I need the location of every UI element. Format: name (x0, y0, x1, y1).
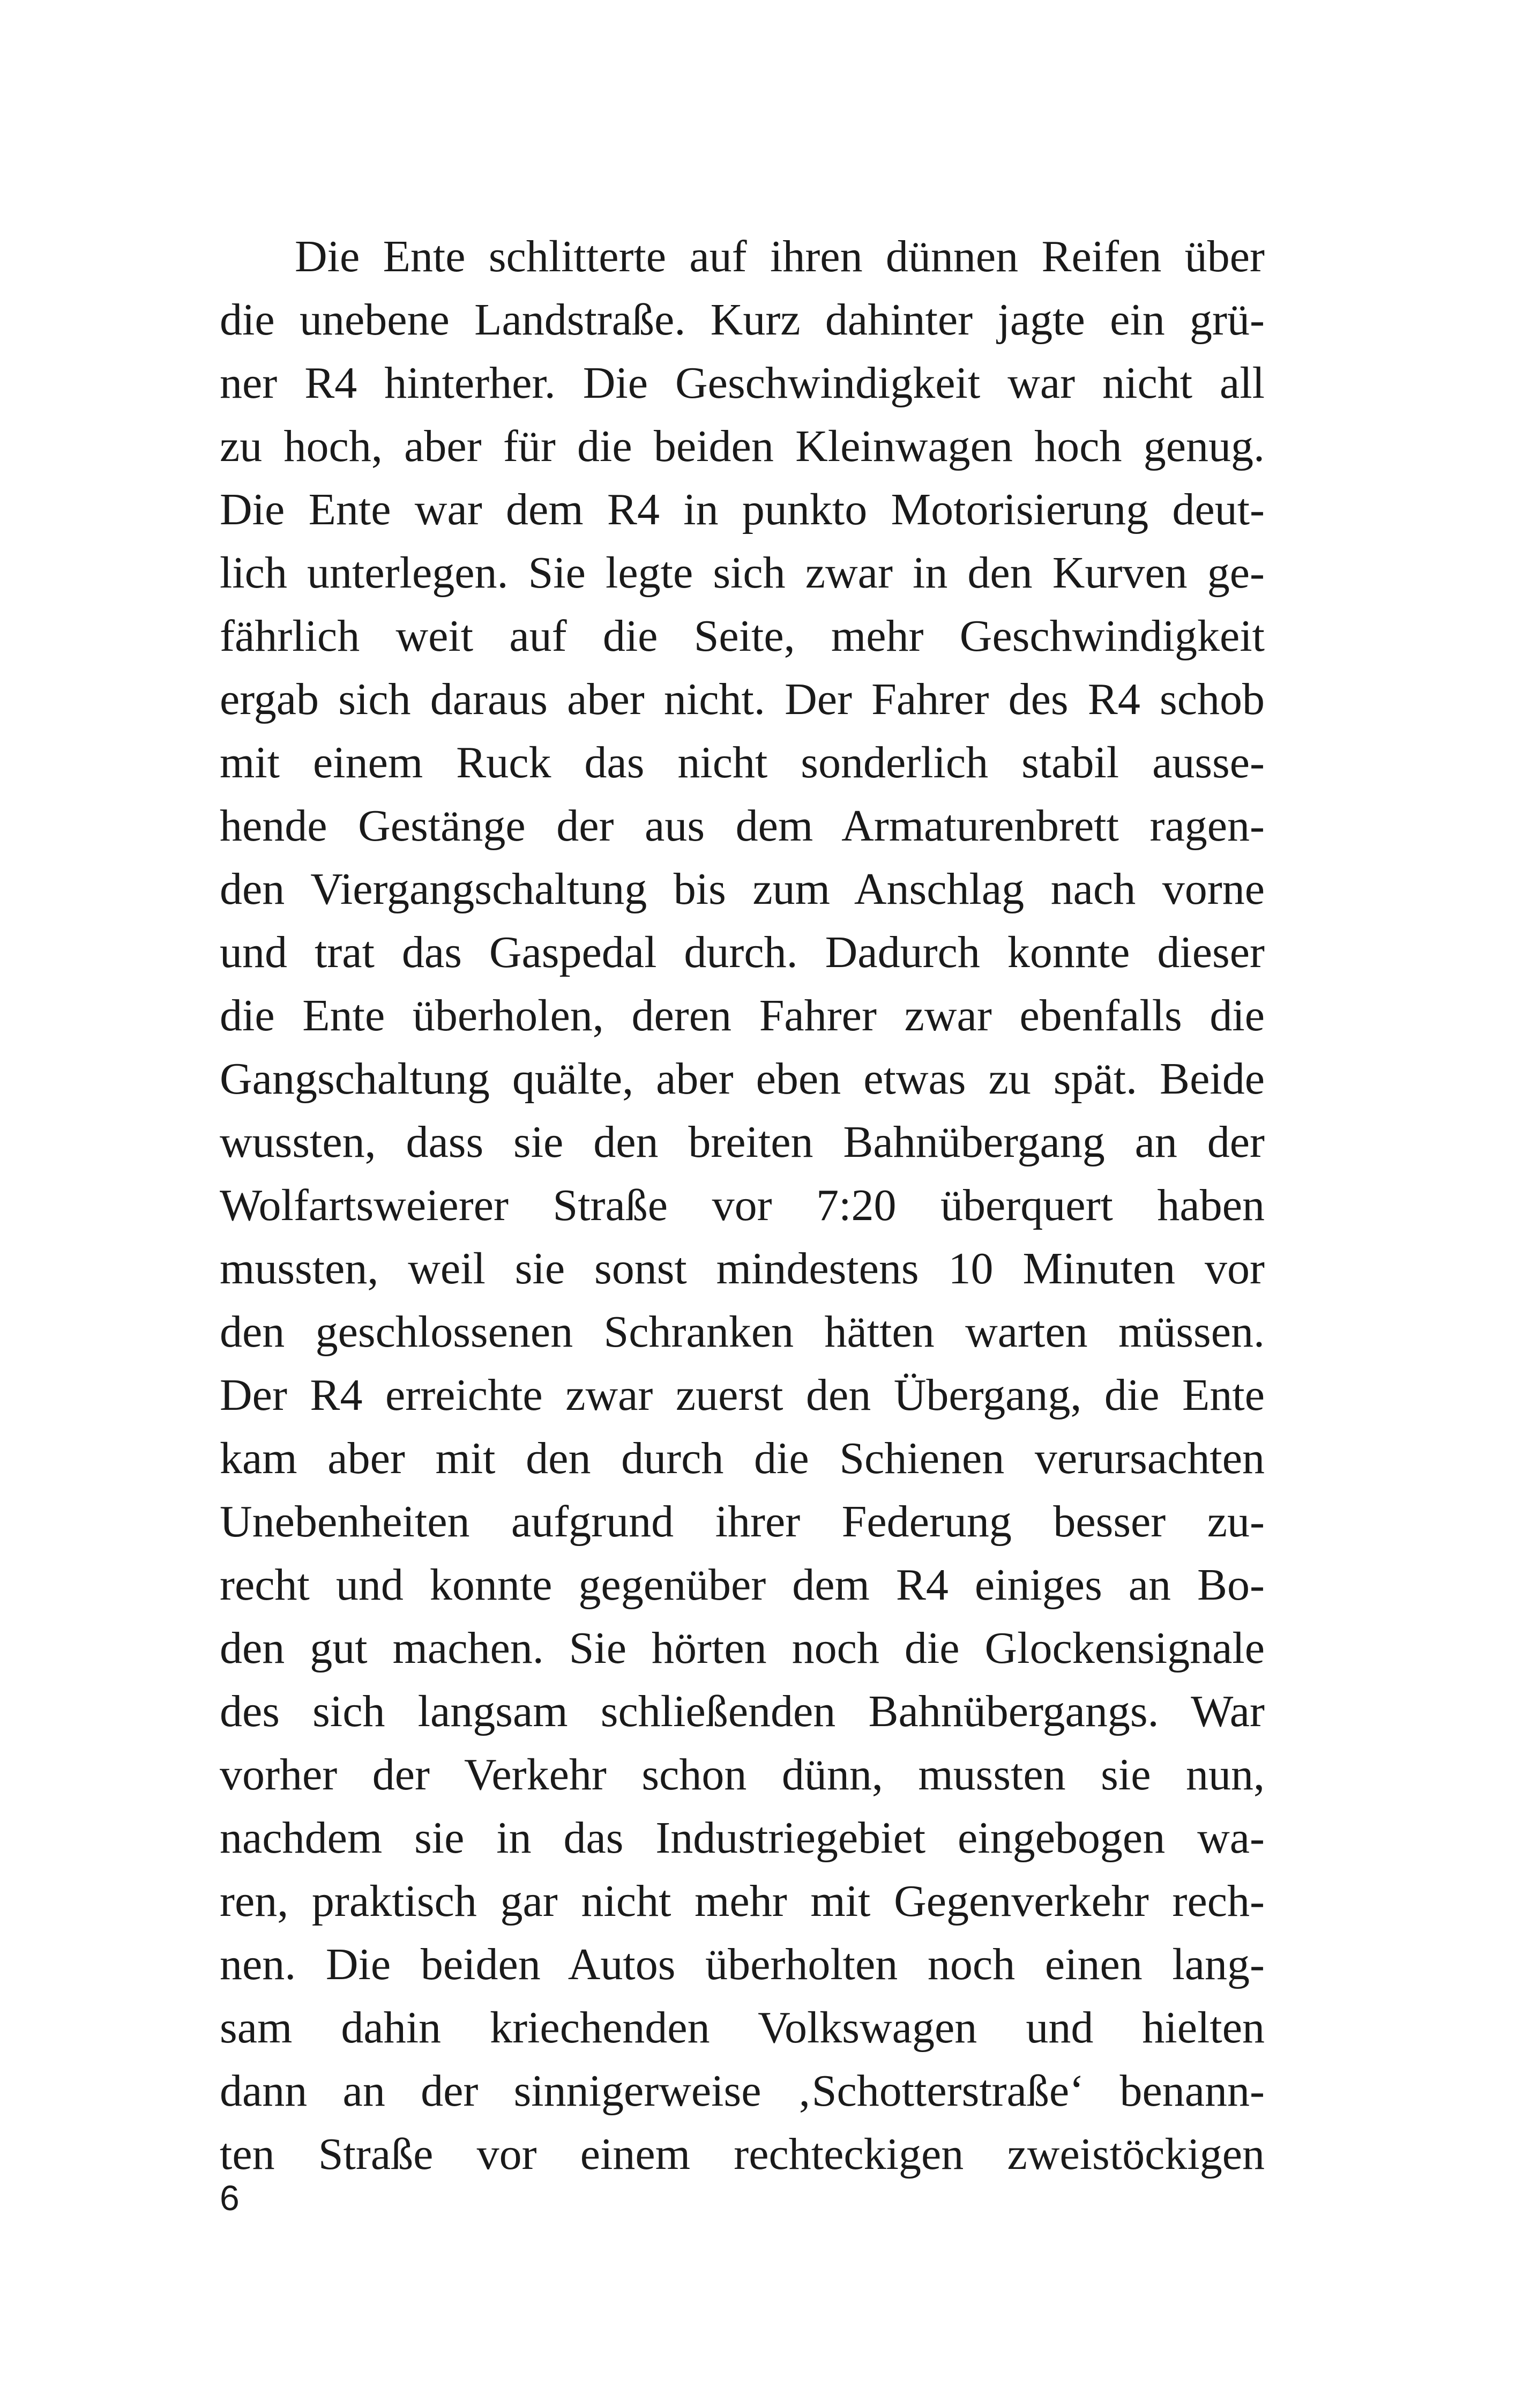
text-line: dann an der sinnigerweise ‚Schotterstraße‘ benann- (220, 2066, 1265, 2116)
page-number: 6 (220, 2178, 240, 2218)
text-line: Der R4 erreichte zwar zuerst den Übergang, die Ente (220, 1370, 1265, 1420)
text-line: sam dahin kriechenden Volkswagen und hielten (220, 2003, 1265, 2053)
text-line: Wolfartsweierer Straße vor 7:20 überquert haben (220, 1180, 1265, 1230)
text-line: lich unterlegen. Sie legte sich zwar in den Kurven ge- (220, 548, 1265, 598)
text-line: den gut machen. Sie hörten noch die Glockensignale (220, 1623, 1265, 1673)
text-line: die Ente überholen, deren Fahrer zwar ebenfalls die (220, 991, 1265, 1041)
text-line: den Viergangschaltung bis zum Anschlag nach vorne (220, 864, 1265, 914)
text-line: ergab sich daraus aber nicht. Der Fahrer des R4 schob (220, 674, 1265, 724)
text-line: des sich langsam schließenden Bahnübergangs. War (220, 1686, 1265, 1736)
text-line: die unebene Landstraße. Kurz dahinter jagte ein grü- (220, 295, 1265, 345)
text-line: hende Gestänge der aus dem Armaturenbrett ragen- (220, 801, 1265, 851)
text-line: fährlich weit auf die Seite, mehr Geschwindigkeit (220, 611, 1265, 661)
text-line: wussten, dass sie den breiten Bahnübergang an der (220, 1117, 1265, 1167)
text-line: Die Ente war dem R4 in punkto Motorisierung deut- (220, 485, 1265, 534)
text-line: mit einem Ruck das nicht sonderlich stabil ausse- (220, 738, 1265, 787)
text-line: mussten, weil sie sonst mindestens 10 Minuten vor (220, 1244, 1265, 1294)
text-line: Unebenheiten aufgrund ihrer Federung besser zu- (220, 1497, 1265, 1547)
text-line: den geschlossenen Schranken hätten warten müssen. (220, 1307, 1265, 1357)
text-line: zu hoch, aber für die beiden Kleinwagen hoch genug. (220, 421, 1265, 471)
text-line: ren, praktisch gar nicht mehr mit Gegenverkehr rech- (220, 1876, 1265, 1926)
text-line: recht und konnte gegenüber dem R4 einiges an Bo- (220, 1560, 1265, 1610)
text-line: Gangschaltung quälte, aber eben etwas zu spät. Beide (220, 1054, 1265, 1104)
text-line: ner R4 hinterher. Die Geschwindigkeit war nicht all (220, 358, 1265, 408)
text-line: ten Straße vor einem rechteckigen zweistöckigen (220, 2129, 1265, 2179)
text-line: vorher der Verkehr schon dünn, mussten sie nun, (220, 1750, 1265, 1800)
text-line: Die Ente schlitterte auf ihren dünnen Reifen über (295, 232, 1265, 281)
text-line: und trat das Gaspedal durch. Dadurch konnte dieser (220, 927, 1265, 977)
text-line: nachdem sie in das Industriegebiet eingebogen wa- (220, 1813, 1265, 1863)
text-line: kam aber mit den durch die Schienen verursachten (220, 1433, 1265, 1483)
text-line: nen. Die beiden Autos überholten noch einen lang- (220, 1939, 1265, 1989)
body-paragraph (220, 225, 1265, 2186)
